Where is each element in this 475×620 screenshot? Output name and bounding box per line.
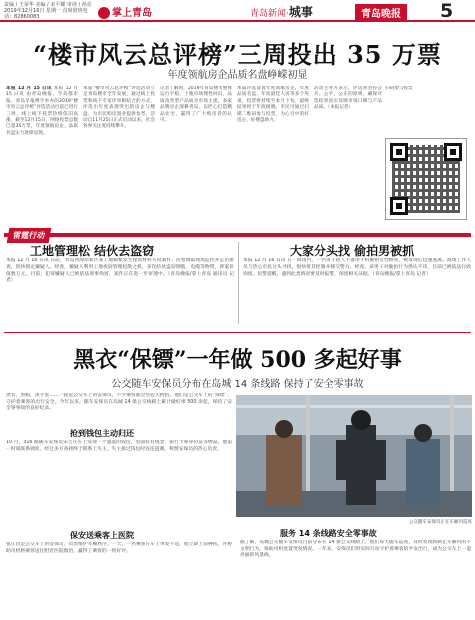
column-divider xyxy=(238,242,239,324)
app-name: 掌上青岛 xyxy=(112,8,152,19)
news-right-body: 本报 12 月 16 日讯 在一商场内，一名男子趁人不备用手机偷拍女性顾客，被发现后迅速逃离。商场工作人员与热心市民分头寻找，很快将其控制并移交警方。经查，该男子对偷拍行为供认不讳，目前已被依法行政拘留。民警提醒，遇到此类情况要及时报警，保留相关证据。（青岛晚报/掌上青岛 记者） xyxy=(243,258,471,277)
section-title xyxy=(250,3,313,20)
news-right-headline: 大家分头找 偷拍男被抓 xyxy=(290,244,415,258)
article1-col1-text: 本报 12 月 15 日讯 由青岛晚报、半岛都市报、青岛早报携手举办的2019“楼市风云总评榜”评选活动目前已进行三周，线上线下投票热情依旧高涨，截至12月15日，网络投票总数已超35万票，年度领航房企、品质名盘实力逐渐显现。 xyxy=(6,86,78,136)
article2-intro: 黑衣、黑帽、黑手套……一提起公交车上的安保员，不少乘客都会竖起大拇指。他们是公交车上的“保镖”，守护着乘客的出行安全。今年以来，随车安保员在岛城 14 条公交线路上累计做好事 500 余起，保持了安全零事故的良好纪录。 xyxy=(6,393,232,412)
article1-column-2: 本届“楼市风云总评榜”评选活动立足青岛楼市全年发展，通过线上投票和线下专家评审相结合的方式，评选出年度表现突出的房企与楼盘，为市民购房置业提供参考。活动自11月25日正式启动以来，社会各界关注度持续攀升。 xyxy=(83,86,155,130)
article1-lead: 本报 12 月 15 日讯 xyxy=(6,86,52,91)
news-left-body: 本报 12 月 16 日讯 日前，青岛西海岸新区某工地频繁发生建筑材料失窃案件。民警调取现场监控并走访排查，很快锁定嫌疑人。经查，嫌疑人利用工地夜间管理松散之机，多次结伙盗窃钢筋、电缆等物资，涉案价值数万元。目前，犯罪嫌疑人已被依法刑事拘留，案件正在进一步审理中。（青岛晚报/掌上青岛 通讯员 记者） xyxy=(6,258,234,284)
section-separator xyxy=(4,332,471,333)
qr-finder-top-left xyxy=(390,143,408,161)
article2-photo-caption: 公交随车安保员正在车厢内巡查 xyxy=(409,520,472,525)
article2-subheadline: 公交随车安保员分布在岛城 14 条线路 保持了安全零事故 xyxy=(111,379,364,390)
article2-section-2-body: 张正昌是公交车上的安保员，负责维护车厢秩序。一天，一名乘客在车上突发不适，他立即上前搀扶，并协助司机将乘客送往附近医院救治，赢得了乘客的一致好评。 xyxy=(6,542,232,554)
article2-photo xyxy=(236,395,472,517)
article2-subhead-1: 抢到钱包主动归还 xyxy=(70,429,134,438)
app-logo xyxy=(98,4,152,19)
article1-column-5: 活动主办方表示，评选将坚持公开、公平、公正的原则，确保评选结果真实反映市场口碑与产品品质。（本报记者） xyxy=(314,86,382,111)
article1-column-6: 扫码参与投票 xyxy=(385,86,413,91)
section-prefix: 青岛新闻· xyxy=(250,9,289,19)
article1-column-4: 本届评选设置年度领航房企、年度品质名盘、年度最佳人居等多个奖项，投票将持续至本月下旬，最终结果将于年底揭晓。市民可通过扫描二维码参与投票，为心目中的好房企、好楼盘助力。 xyxy=(237,86,309,124)
app-logo-icon xyxy=(98,7,110,19)
header-editors: 责编 / 王荣华 美编 / 宋平耀 审读 / 孙亮 xyxy=(4,2,92,8)
header-meta xyxy=(4,2,94,20)
newspaper-brand: 青岛晚报 xyxy=(355,4,407,21)
qr-finder-bottom-left xyxy=(390,197,408,215)
section-tag: 雷霆行动 xyxy=(7,228,52,243)
section-banner xyxy=(4,233,471,237)
article1-column-3: 记者了解到，2019年青岛楼市整体运行平稳，土地市场理性回归，品质改善型产品成为市场主流。多家品牌房企深耕青岛，以匠心打造精品住宅，赢得了广大购房者的认可。 xyxy=(160,86,232,124)
header-date: 2019年12月16日 星期一 首席值班电话：82860083 xyxy=(4,8,88,20)
article1-headline: “楼市风云总评榜”三周投出 35 万票 xyxy=(33,40,442,69)
qr-finder-top-right xyxy=(444,143,462,161)
article1-column-1 xyxy=(6,86,78,224)
article2-subhead-2: 保安送乘客上医院 xyxy=(70,531,134,540)
article1-subheadline: 年度领航房企品质名盘峥嵘初显 xyxy=(167,70,308,81)
article2-headline: 黑衣“保镖”一年做 500 多起好事 xyxy=(73,347,402,373)
page-number: 5 xyxy=(440,0,454,22)
article2-section-3-body: 据了解，岛城公交随车安保员目前分布在 14 条公交线路上，他们每天随车巡查，及时发现和制止车厢内的不文明行为，协助司机处置突发情况。一年来，安保员们用实际行动守护着乘客的平安出行，成为公交车上一道亮丽的风景线。 xyxy=(240,540,471,559)
page-header xyxy=(0,0,475,22)
news-left-headline: 工地管理松 结伙去盗窃 xyxy=(30,244,155,258)
article2-section-1-body: 10 月，316 路随车安保员宋吉在车上发现一个遗落的钱包，里面装有现金、银行卡和身份证等物品。他第一时间联系调度，经过多方查找终于联系上失主。失主接过钱包时连连道谢，称赞安保员的热心负责。 xyxy=(6,440,232,452)
section-name: 城事 xyxy=(288,5,313,19)
article2-subhead-3: 服务 14 条线路安全零事故 xyxy=(280,529,377,538)
qr-code[interactable] xyxy=(385,138,467,220)
